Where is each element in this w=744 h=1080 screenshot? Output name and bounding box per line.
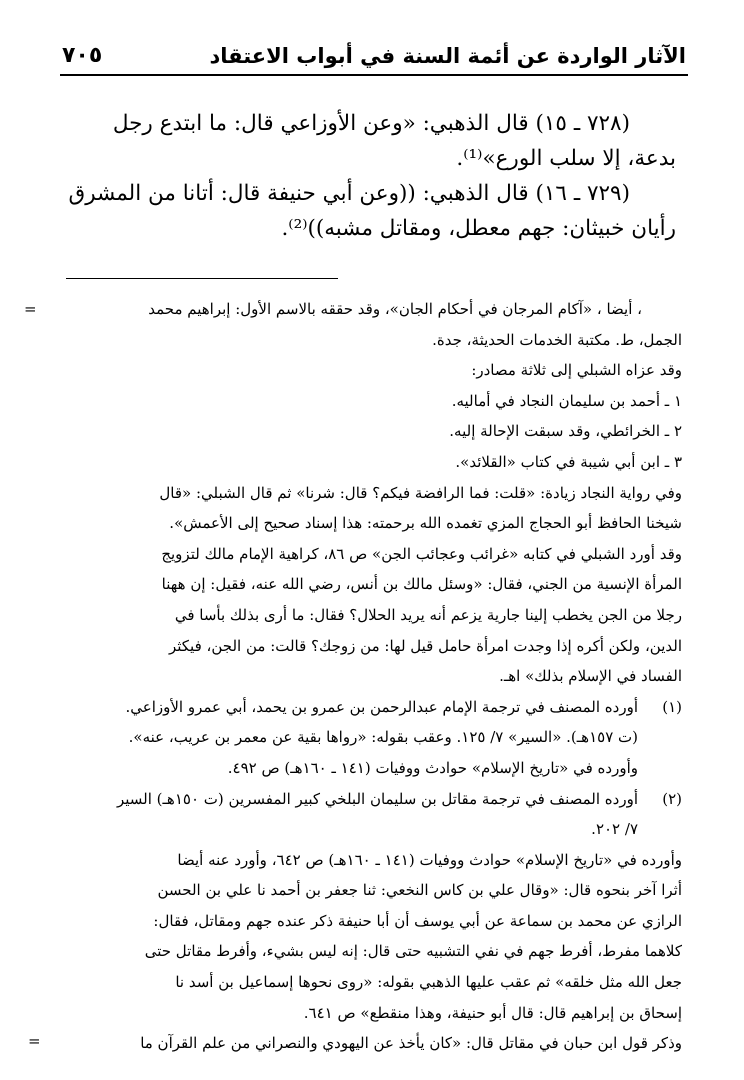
continued-note (24, 294, 682, 692)
footnote-number: (٢) (662, 789, 682, 808)
note-line: الرازي عن محمد بن سماعة عن أبي يوسف أن أبا حنيفة ذكر عنده جهم ومقاتل، فقال: (153, 911, 682, 930)
athar-729-cont: رأيان خبيثان: جهم معطل، ومقاتل مشبه))⁽²⁾. (281, 216, 676, 241)
header-rule (60, 74, 688, 76)
continuation-mark: = (24, 300, 37, 318)
footnote-1 (66, 692, 682, 784)
note-line: (ت ١٥٧هـ). «السير» ٧/ ١٢٥. وعقب بقوله: «رواها بقية عن معمر بن عريب، عنه». (128, 728, 638, 747)
note-line: وقد عزاه الشبلي إلى ثلاثة مصادر: (471, 361, 682, 380)
note-line: الجمل، ط. مكتبة الخدمات الحديثة، جدة. (432, 330, 682, 349)
footnote-2 (66, 784, 682, 845)
athar-729-line: (٧٢٩ ـ ١٦) قال الذهبي: ((وعن أبي حنيفة قال: أتانا من المشرق (68, 181, 630, 206)
footnote-body (66, 784, 638, 845)
note-line: أورده المصنف في ترجمة الإمام عبدالرحمن بن عمرو بن يحمد، أبي عمرو الأوزاعي. (125, 697, 638, 716)
note-line: ٧/ ٢٠٢. (591, 820, 638, 839)
running-title: الآثار الواردة عن أئمة السنة في أبواب الاعتقاد (209, 44, 686, 68)
footnote-number: (١) (662, 697, 682, 716)
running-header (62, 28, 686, 68)
note-line: وأورده في «تاريخ الإسلام» حوادث ووفيات (١٤١ ـ ١٦٠هـ) ص ٦٤٢، وأورد عنه أيضا (177, 850, 682, 869)
note-line: ، أيضا ، «آكام المرجان في أحكام الجان»، وقد حققه بالاسم الأول: إبراهيم محمد (148, 300, 642, 318)
note-line: ٣ ـ ابن أبي شيبة في كتاب «القلائد». (455, 452, 682, 471)
note-line: ٢ ـ الخرائطي، وقد سبقت الإحالة إليه. (449, 422, 682, 441)
note-line: جعل الله مثل خلقه» ثم عقب عليها الذهبي بقوله: «روى نحوها إسماعيل بن أسد نا (175, 973, 682, 992)
note-line: وذكر قول ابن حبان في مقاتل قال: «كان يأخذ عن اليهودي والنصراني من علم القرآن ما (140, 1034, 682, 1053)
note-line: وفي رواية النجاد زيادة: «قلت: فما الرافضة فيكم؟ قال: شرنا» ثم قال الشبلي: «قال (159, 483, 682, 502)
continuation-end-mark: = (28, 1032, 41, 1051)
note-line: وأورده في «تاريخ الإسلام» حوادث ووفيات (١٤١ ـ ١٦٠هـ) ص ٤٩٢. (227, 758, 638, 777)
athar-728-line: (٧٢٨ ـ ١٥) قال الذهبي: «وعن الأوزاعي قال: ما ابتدع رجل (112, 111, 630, 136)
note-line: رجلا من الجن يخطب إلينا جارية يزعم أنه يريد الحلال؟ فقال: ما أرى بذلك بأسا في (174, 605, 682, 624)
main-text (66, 106, 682, 246)
note-line: كلاهما مفرط، أفرط جهم في نفي التشبيه حتى قال: إنه ليس بشيء، وأفرط مقاتل حتى (144, 942, 682, 961)
page-number: ٧٠٥ (62, 43, 103, 68)
note-line: وقد أورد الشبلي في كتابه «غرائب وعجائب الجن» ص ٨٦، كراهية الإمام مالك لتزويج (161, 544, 682, 563)
footnotes (24, 294, 682, 1059)
note-line: أورده المصنف في ترجمة مقاتل بن سليمان البلخي كبير المفسرين (ت ١٥٠هـ) السير (116, 789, 638, 808)
note-line: أثرا آخر بنحوه قال: «وقال علي بن كاس النخعي: ثنا جعفر بن أحمد نا علي بن الحسن (157, 881, 682, 900)
note-line: الفساد في الإسلام بذلك» اهـ. (499, 667, 682, 686)
footnote-separator (66, 278, 338, 279)
note-line: الدين، ولكن أكره إذا وجدت امرأة حامل قيل لها: من زوجك؟ قالت: من الجن، فيكثر (168, 636, 682, 655)
athar-728-cont: بدعة، إلا سلب الورع»⁽¹⁾. (456, 146, 676, 171)
footnote-2-continued (28, 845, 682, 1059)
note-line: شيخنا الحافظ أبو الحجاج المزي تغمده الله برحمته: هذا إسناد صحيح إلى الأعمش». (169, 514, 682, 533)
note-line: إسحاق بن إبراهيم قال: قال أبو حنيفة، وهذا منقطع» ص ٦٤١. (303, 1003, 682, 1022)
note-line: المرأة الإنسية من الجني، فقال: «وسئل مالك بن أنس، رضي الله عنه، فقيل: إن ههنا (161, 575, 682, 594)
footnote-body (66, 692, 638, 784)
note-line: ١ ـ أحمد بن سليمان النجاد في أماليه. (451, 391, 682, 410)
